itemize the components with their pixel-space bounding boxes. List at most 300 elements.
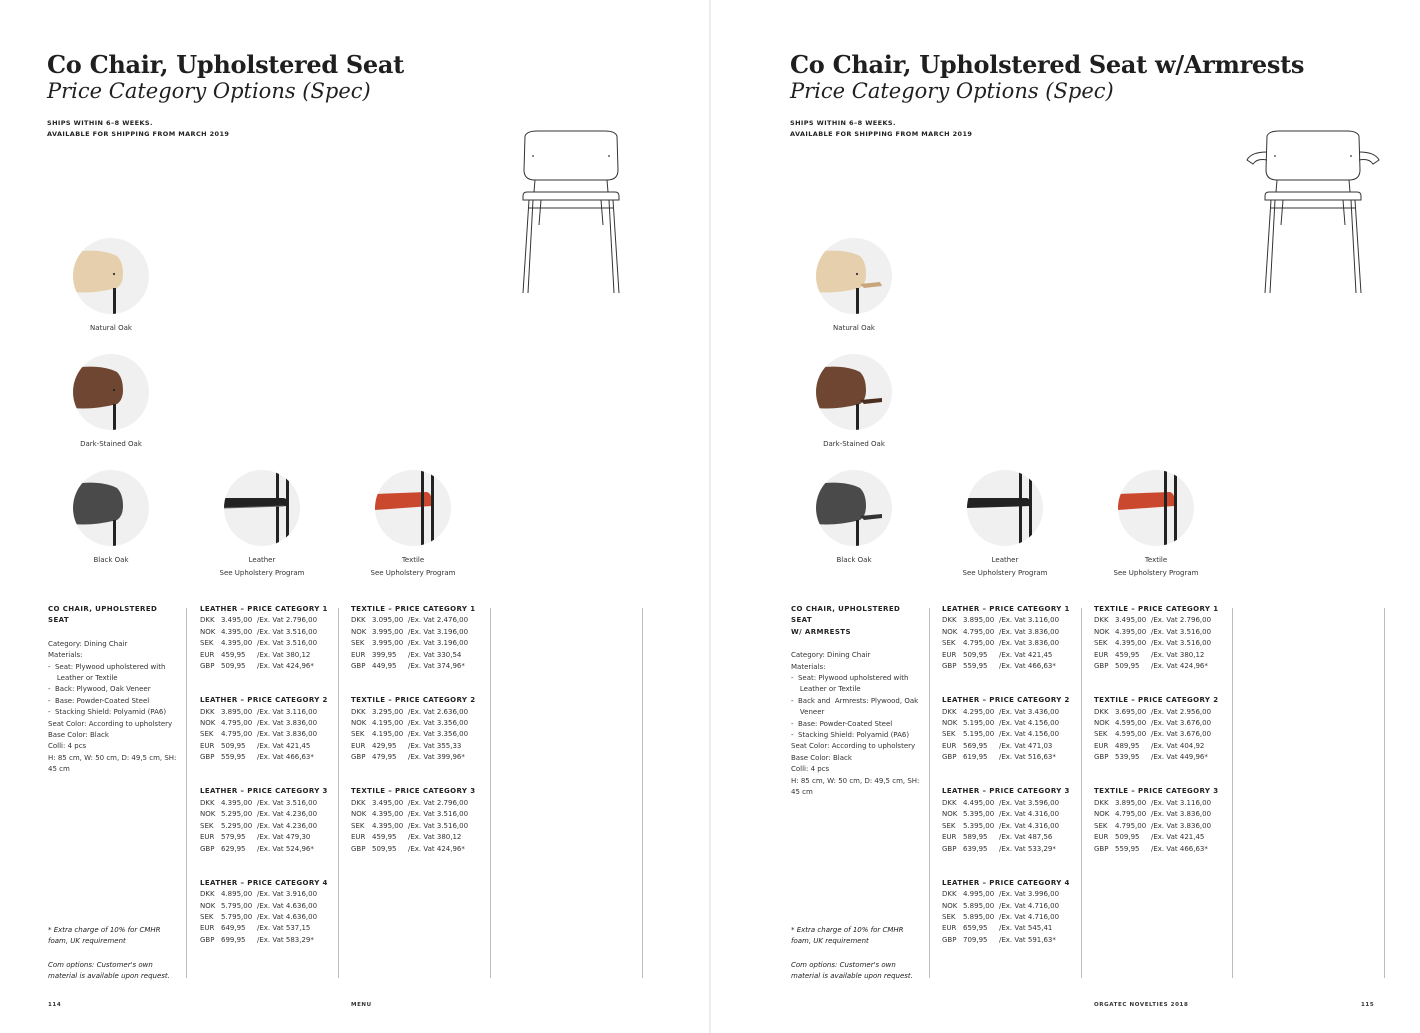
swatch-circle bbox=[73, 470, 149, 546]
price-value: 3.895,00 bbox=[221, 707, 253, 716]
ex-vat-price: /Ex. Vat 3.116,00 bbox=[1151, 798, 1212, 807]
price-row bbox=[200, 912, 328, 923]
price-row bbox=[200, 901, 328, 912]
currency-code: NOK bbox=[1094, 810, 1110, 819]
price-category-heading: LEATHER – PRICE CATEGORY 3 bbox=[200, 787, 328, 796]
currency-code: EUR bbox=[942, 833, 957, 842]
price-row bbox=[942, 798, 1070, 809]
swatch-circle bbox=[816, 470, 892, 546]
ex-vat-price: /Ex. Vat 3.836,00 bbox=[257, 719, 318, 728]
price-category-heading: LEATHER – PRICE CATEGORY 3 bbox=[942, 787, 1070, 796]
price-row bbox=[351, 798, 475, 809]
price-row bbox=[200, 650, 328, 661]
price-value: 4.895,00 bbox=[221, 890, 253, 899]
currency-code: GBP bbox=[942, 662, 957, 671]
price-row bbox=[1094, 638, 1218, 649]
swatch-black-oak bbox=[779, 470, 929, 567]
price-value: 629,95 bbox=[221, 844, 246, 853]
spec-heading: W/ ARMRESTS bbox=[791, 627, 851, 636]
currency-code: SEK bbox=[200, 639, 214, 648]
price-row bbox=[200, 809, 328, 820]
price-value: 509,95 bbox=[1115, 833, 1140, 842]
ex-vat-price: /Ex. Vat 3.676,00 bbox=[1151, 730, 1212, 739]
currency-code: NOK bbox=[942, 627, 958, 636]
currency-code: GBP bbox=[351, 753, 366, 762]
swatch-label bbox=[930, 554, 1080, 579]
footnote-line: * Extra charge of 10% for CMHR bbox=[791, 926, 904, 934]
ex-vat-price: /Ex. Vat 4.316,00 bbox=[999, 810, 1060, 819]
column-divider bbox=[642, 608, 643, 978]
currency-code: EUR bbox=[200, 650, 215, 659]
footer-section: ORGATEC NOVELTIES 2018 bbox=[1094, 1002, 1189, 1008]
ex-vat-price: /Ex. Vat 533,29* bbox=[999, 844, 1056, 853]
price-row bbox=[200, 798, 328, 809]
spec-line: Colli: 4 pcs bbox=[791, 765, 830, 774]
spec-column bbox=[48, 604, 180, 776]
spec-line: Category: Dining Chair bbox=[791, 651, 871, 660]
price-row bbox=[200, 707, 328, 718]
ex-vat-price: /Ex. Vat 4.156,00 bbox=[999, 719, 1060, 728]
spec-lines bbox=[791, 650, 923, 798]
price-value: 619,95 bbox=[963, 753, 988, 762]
swatch-textile bbox=[338, 470, 488, 579]
leather-seat-image bbox=[224, 470, 300, 546]
currency-code: SEK bbox=[942, 639, 956, 648]
ex-vat-price: /Ex. Vat 424,96* bbox=[408, 844, 465, 853]
currency-code: EUR bbox=[200, 833, 215, 842]
currency-code: DKK bbox=[942, 707, 957, 716]
price-row bbox=[942, 844, 1070, 855]
spec-lines bbox=[48, 639, 180, 776]
price-row bbox=[1094, 832, 1218, 843]
price-value: 4.795,00 bbox=[1115, 810, 1147, 819]
swatch-natural-oak bbox=[36, 238, 186, 335]
price-row bbox=[942, 718, 1070, 729]
ex-vat-price: /Ex. Vat 524,96* bbox=[257, 844, 314, 853]
natural-oak-armrest-image bbox=[816, 238, 892, 314]
black-oak-back-image bbox=[73, 470, 149, 546]
ex-vat-price: /Ex. Vat 466,63* bbox=[999, 662, 1056, 671]
ex-vat-price: /Ex. Vat 3.836,00 bbox=[999, 639, 1060, 648]
price-value: 4.595,00 bbox=[1115, 719, 1147, 728]
currency-code: SEK bbox=[942, 912, 956, 921]
price-category-heading: LEATHER – PRICE CATEGORY 4 bbox=[942, 878, 1070, 887]
swatch-leather bbox=[187, 470, 337, 579]
currency-code: EUR bbox=[200, 741, 215, 750]
swatch-circle bbox=[73, 354, 149, 430]
price-category-heading: LEATHER – PRICE CATEGORY 1 bbox=[200, 605, 328, 613]
swatch-black-oak bbox=[36, 470, 186, 567]
ex-vat-price: /Ex. Vat 374,96* bbox=[408, 662, 465, 671]
price-row bbox=[1094, 809, 1218, 820]
currency-code: SEK bbox=[200, 730, 214, 739]
currency-code: DKK bbox=[200, 616, 215, 625]
currency-code: DKK bbox=[200, 890, 215, 899]
ex-vat-price: /Ex. Vat 3.996,00 bbox=[999, 890, 1060, 899]
swatch-label-main: Leather bbox=[991, 556, 1019, 564]
currency-code: EUR bbox=[1094, 833, 1109, 842]
price-value: 509,95 bbox=[1115, 662, 1140, 671]
currency-code: EUR bbox=[942, 650, 957, 659]
currency-code: GBP bbox=[200, 844, 215, 853]
footnote-line: * Extra charge of 10% for CMHR bbox=[48, 926, 161, 934]
ex-vat-price: /Ex. Vat 3.196,00 bbox=[408, 627, 469, 636]
price-row bbox=[942, 752, 1070, 763]
black-oak-armrest-image bbox=[816, 470, 892, 546]
price-row bbox=[942, 729, 1070, 740]
ex-vat-price: /Ex. Vat 449,96* bbox=[1151, 753, 1208, 762]
price-value: 559,95 bbox=[221, 753, 246, 762]
currency-code: EUR bbox=[942, 741, 957, 750]
page-number: 114 bbox=[48, 1002, 62, 1008]
currency-code: DKK bbox=[200, 798, 215, 807]
price-row bbox=[351, 638, 475, 649]
spec-line: - Seat: Plywood upholstered with bbox=[48, 662, 166, 671]
price-value: 459,95 bbox=[1115, 650, 1140, 659]
price-value: 3.895,00 bbox=[1115, 798, 1147, 807]
currency-code: DKK bbox=[200, 707, 215, 716]
currency-code: DKK bbox=[1094, 616, 1109, 625]
price-row bbox=[200, 935, 328, 946]
dark-oak-back-image bbox=[73, 354, 149, 430]
price-value: 5.395,00 bbox=[963, 810, 995, 819]
price-value: 429,95 bbox=[372, 741, 397, 750]
page-title: Co Chair, Upholstered Seat w/Armrests bbox=[790, 50, 1305, 79]
price-row bbox=[942, 935, 1070, 946]
price-row bbox=[1094, 627, 1218, 638]
price-row bbox=[200, 661, 328, 672]
availability-note: AVAILABLE FOR SHIPPING FROM MARCH 2019 bbox=[790, 130, 973, 138]
price-value: 459,95 bbox=[221, 650, 246, 659]
swatch-circle bbox=[375, 470, 451, 546]
price-value: 649,95 bbox=[221, 924, 246, 933]
ex-vat-price: /Ex. Vat 3.596,00 bbox=[999, 798, 1060, 807]
price-row bbox=[942, 889, 1070, 900]
price-row bbox=[942, 615, 1070, 626]
swatch-circle bbox=[1118, 470, 1194, 546]
price-value: 449,95 bbox=[372, 662, 397, 671]
footnote bbox=[791, 925, 913, 983]
price-value: 589,95 bbox=[963, 833, 988, 842]
footnote-line: material is available upon request. bbox=[48, 972, 170, 981]
spec-line: - Back and Armrests: Plywood, Oak bbox=[791, 696, 919, 705]
price-category-heading: TEXTILE – PRICE CATEGORY 1 bbox=[351, 605, 476, 613]
price-category-heading: LEATHER – PRICE CATEGORY 2 bbox=[200, 696, 328, 705]
ex-vat-price: /Ex. Vat 3.196,00 bbox=[408, 639, 469, 648]
price-row bbox=[1094, 752, 1218, 763]
price-row bbox=[1094, 844, 1218, 855]
price-row bbox=[200, 821, 328, 832]
swatch-natural-oak bbox=[779, 238, 929, 335]
ex-vat-price: /Ex. Vat 3.116,00 bbox=[999, 616, 1060, 625]
price-category-heading: TEXTILE – PRICE CATEGORY 3 bbox=[1094, 787, 1219, 796]
spec-line: - Stacking Shield: Polyamid (PA6) bbox=[48, 708, 167, 717]
price-value: 4.195,00 bbox=[372, 730, 404, 739]
footnote-line: foam, UK requirement bbox=[48, 937, 126, 946]
ex-vat-price: /Ex. Vat 3.516,00 bbox=[257, 798, 318, 807]
currency-code: DKK bbox=[351, 707, 366, 716]
ex-vat-price: /Ex. Vat 3.516,00 bbox=[1151, 639, 1212, 648]
price-value: 479,95 bbox=[372, 753, 397, 762]
price-row bbox=[1094, 650, 1218, 661]
ex-vat-price: /Ex. Vat 380,12 bbox=[257, 650, 311, 659]
price-value: 5.895,00 bbox=[963, 912, 995, 921]
ex-vat-price: /Ex. Vat 2.476,00 bbox=[408, 616, 469, 625]
price-row bbox=[1094, 661, 1218, 672]
currency-code: NOK bbox=[1094, 627, 1110, 636]
right-page bbox=[711, 0, 1420, 1033]
swatch-dark-stained-oak bbox=[779, 354, 929, 451]
price-row bbox=[200, 718, 328, 729]
swatch-label: Natural Oak bbox=[833, 324, 875, 332]
price-value: 4.395,00 bbox=[372, 810, 404, 819]
currency-code: GBP bbox=[351, 662, 366, 671]
price-value: 4.795,00 bbox=[221, 719, 253, 728]
swatch-label-main: Textile bbox=[401, 556, 425, 564]
textile-price-column bbox=[1094, 604, 1218, 855]
currency-code: EUR bbox=[1094, 650, 1109, 659]
spec-line: Seat Color: According to upholstery bbox=[48, 719, 173, 728]
spec-line: 45 cm bbox=[791, 788, 813, 797]
spec-line: Leather or Textile bbox=[48, 674, 118, 683]
currency-code: NOK bbox=[1094, 719, 1110, 728]
currency-code: NOK bbox=[200, 901, 216, 910]
currency-code: DKK bbox=[351, 798, 366, 807]
price-row bbox=[351, 741, 475, 752]
ex-vat-price: /Ex. Vat 380,12 bbox=[408, 833, 462, 842]
spec-heading: CO CHAIR, UPHOLSTERED SEAT bbox=[791, 605, 901, 625]
price-row bbox=[200, 627, 328, 638]
ex-vat-price: /Ex. Vat 4.716,00 bbox=[999, 901, 1060, 910]
spec-column bbox=[791, 604, 923, 799]
ex-vat-price: /Ex. Vat 3.836,00 bbox=[999, 627, 1060, 636]
price-row bbox=[942, 650, 1070, 661]
swatch-textile bbox=[1081, 470, 1231, 579]
price-value: 3.695,00 bbox=[1115, 707, 1147, 716]
currency-code: SEK bbox=[351, 821, 365, 830]
spec-line: Materials: bbox=[48, 651, 83, 660]
ex-vat-price: /Ex. Vat 3.516,00 bbox=[408, 810, 469, 819]
price-value: 559,95 bbox=[963, 662, 988, 671]
price-row bbox=[942, 821, 1070, 832]
ex-vat-price: /Ex. Vat 424,96* bbox=[1151, 662, 1208, 671]
spec-line: - Stacking Shield: Polyamid (PA6) bbox=[791, 731, 910, 740]
currency-code: GBP bbox=[351, 844, 366, 853]
price-row bbox=[942, 901, 1070, 912]
column-divider bbox=[490, 608, 491, 978]
ex-vat-price: /Ex. Vat 3.916,00 bbox=[257, 890, 318, 899]
price-value: 559,95 bbox=[1115, 844, 1140, 853]
price-row bbox=[942, 923, 1070, 934]
ex-vat-price: /Ex. Vat 3.356,00 bbox=[408, 730, 469, 739]
ex-vat-price: /Ex. Vat 583,29* bbox=[257, 935, 314, 944]
currency-code: SEK bbox=[200, 821, 214, 830]
ex-vat-price: /Ex. Vat 421,45 bbox=[1151, 833, 1205, 842]
ex-vat-price: /Ex. Vat 3.436,00 bbox=[999, 707, 1060, 716]
spec-line: - Seat: Plywood upholstered with bbox=[791, 674, 909, 683]
currency-code: GBP bbox=[200, 935, 215, 944]
footnote-line: foam, UK requirement bbox=[791, 937, 869, 946]
swatch-leather bbox=[930, 470, 1080, 579]
price-row bbox=[942, 809, 1070, 820]
currency-code: NOK bbox=[200, 627, 216, 636]
swatch-circle bbox=[224, 470, 300, 546]
swatch-circle bbox=[816, 238, 892, 314]
page-subtitle: Price Category Options (Spec) bbox=[47, 79, 371, 103]
spec-line: Category: Dining Chair bbox=[48, 639, 128, 648]
currency-code: SEK bbox=[942, 730, 956, 739]
ex-vat-price: /Ex. Vat 355,33 bbox=[408, 741, 462, 750]
price-value: 3.895,00 bbox=[963, 616, 995, 625]
price-row bbox=[200, 889, 328, 900]
spec-line: - Back: Plywood, Oak Veneer bbox=[48, 685, 151, 694]
ex-vat-price: /Ex. Vat 516,63* bbox=[999, 753, 1056, 762]
ex-vat-price: /Ex. Vat 487,56 bbox=[999, 833, 1053, 842]
ex-vat-price: /Ex. Vat 537,15 bbox=[257, 924, 311, 933]
currency-code: SEK bbox=[1094, 639, 1108, 648]
price-value: 5.195,00 bbox=[963, 719, 995, 728]
price-value: 509,95 bbox=[963, 650, 988, 659]
leather-price-column bbox=[200, 604, 328, 946]
price-value: 5.795,00 bbox=[221, 912, 253, 921]
price-row bbox=[351, 661, 475, 672]
price-row bbox=[351, 615, 475, 626]
price-category-heading: TEXTILE – PRICE CATEGORY 1 bbox=[1094, 605, 1219, 613]
price-value: 4.795,00 bbox=[963, 639, 995, 648]
currency-code: GBP bbox=[1094, 662, 1109, 671]
ex-vat-price: /Ex. Vat 3.516,00 bbox=[408, 821, 469, 830]
ex-vat-price: /Ex. Vat 4.236,00 bbox=[257, 810, 318, 819]
ex-vat-price: /Ex. Vat 424,96* bbox=[257, 662, 314, 671]
price-value: 509,95 bbox=[372, 844, 397, 853]
price-row bbox=[1094, 729, 1218, 740]
price-row bbox=[200, 752, 328, 763]
swatch-label: Dark-Stained Oak bbox=[823, 440, 885, 448]
currency-code: NOK bbox=[942, 901, 958, 910]
price-category-heading: LEATHER – PRICE CATEGORY 1 bbox=[942, 605, 1070, 613]
price-value: 5.195,00 bbox=[963, 730, 995, 739]
price-value: 4.295,00 bbox=[963, 707, 995, 716]
textile-seat-image bbox=[375, 470, 451, 546]
spec-line: - Base: Powder-Coated Steel bbox=[791, 719, 893, 728]
footnote-line: Com options: Customer's own bbox=[48, 960, 153, 969]
spec-line: H: 85 cm, W: 50 cm, D: 49,5 cm, SH: bbox=[48, 753, 177, 762]
ex-vat-price: /Ex. Vat 2.796,00 bbox=[408, 798, 469, 807]
price-value: 4.195,00 bbox=[372, 719, 404, 728]
column-divider bbox=[929, 608, 930, 978]
page-title: Co Chair, Upholstered Seat bbox=[47, 50, 404, 79]
currency-code: EUR bbox=[1094, 741, 1109, 750]
price-row bbox=[351, 844, 475, 855]
price-value: 4.395,00 bbox=[221, 639, 253, 648]
left-page bbox=[0, 0, 709, 1033]
swatch-label-sub: See Upholstery Program bbox=[962, 568, 1048, 577]
price-row bbox=[942, 707, 1070, 718]
price-category-heading: TEXTILE – PRICE CATEGORY 2 bbox=[1094, 696, 1219, 705]
column-divider bbox=[338, 608, 339, 978]
price-row bbox=[942, 832, 1070, 843]
swatch-label bbox=[338, 554, 488, 579]
ex-vat-price: /Ex. Vat 2.636,00 bbox=[408, 707, 469, 716]
leather-price-column bbox=[942, 604, 1070, 946]
price-value: 5.795,00 bbox=[221, 901, 253, 910]
currency-code: GBP bbox=[1094, 753, 1109, 762]
price-value: 4.395,00 bbox=[1115, 627, 1147, 636]
price-value: 3.995,00 bbox=[372, 627, 404, 636]
ex-vat-price: /Ex. Vat 3.516,00 bbox=[1151, 627, 1212, 636]
spec-line: - Base: Powder-Coated Steel bbox=[48, 696, 150, 705]
price-value: 4.395,00 bbox=[372, 821, 404, 830]
price-value: 3.095,00 bbox=[372, 616, 404, 625]
price-row bbox=[1094, 707, 1218, 718]
price-category-heading: TEXTILE – PRICE CATEGORY 3 bbox=[351, 787, 476, 796]
ex-vat-price: /Ex. Vat 479,30 bbox=[257, 833, 311, 842]
currency-code: EUR bbox=[351, 833, 366, 842]
column-divider bbox=[1384, 608, 1385, 978]
price-value: 3.495,00 bbox=[1115, 616, 1147, 625]
price-value: 709,95 bbox=[963, 935, 988, 944]
price-category-heading: LEATHER – PRICE CATEGORY 4 bbox=[200, 878, 328, 887]
swatch-label: Natural Oak bbox=[90, 324, 132, 332]
price-value: 539,95 bbox=[1115, 753, 1140, 762]
ex-vat-price: /Ex. Vat 466,63* bbox=[257, 753, 314, 762]
price-value: 4.995,00 bbox=[963, 890, 995, 899]
price-row bbox=[200, 844, 328, 855]
currency-code: DKK bbox=[1094, 707, 1109, 716]
armchair-line-drawing bbox=[1243, 130, 1383, 298]
textile-price-column bbox=[351, 604, 475, 855]
spec-line: Materials: bbox=[791, 662, 826, 671]
spec-line: Seat Color: According to upholstery bbox=[791, 742, 916, 751]
currency-code: EUR bbox=[200, 924, 215, 933]
price-category-heading: TEXTILE – PRICE CATEGORY 2 bbox=[351, 696, 476, 705]
swatch-label-sub: See Upholstery Program bbox=[370, 568, 456, 577]
price-row bbox=[1094, 821, 1218, 832]
ex-vat-price: /Ex. Vat 3.836,00 bbox=[1151, 810, 1212, 819]
currency-code: NOK bbox=[942, 810, 958, 819]
column-divider bbox=[1081, 608, 1082, 978]
price-value: 5.295,00 bbox=[221, 810, 253, 819]
price-row bbox=[200, 923, 328, 934]
swatch-label-main: Leather bbox=[248, 556, 276, 564]
footnote-line: Com options: Customer's own bbox=[791, 960, 896, 969]
currency-code: SEK bbox=[1094, 730, 1108, 739]
spec-line: H: 85 cm, W: 50 cm, D: 49,5 cm, SH: bbox=[791, 776, 920, 785]
ex-vat-price: /Ex. Vat 4.636,00 bbox=[257, 912, 318, 921]
ex-vat-price: /Ex. Vat 3.516,00 bbox=[257, 627, 318, 636]
ex-vat-price: /Ex. Vat 3.356,00 bbox=[408, 719, 469, 728]
currency-code: NOK bbox=[351, 627, 367, 636]
price-row bbox=[351, 832, 475, 843]
price-row bbox=[942, 627, 1070, 638]
price-row bbox=[351, 752, 475, 763]
ex-vat-price: /Ex. Vat 421,45 bbox=[257, 741, 311, 750]
spec-line: Veneer bbox=[791, 708, 825, 717]
price-value: 5.395,00 bbox=[963, 821, 995, 830]
price-value: 569,95 bbox=[963, 741, 988, 750]
swatch-label bbox=[1081, 554, 1231, 579]
price-value: 4.595,00 bbox=[1115, 730, 1147, 739]
spec-line: Colli: 4 pcs bbox=[48, 742, 87, 751]
currency-code: DKK bbox=[942, 890, 957, 899]
price-row bbox=[942, 638, 1070, 649]
price-row bbox=[351, 718, 475, 729]
ex-vat-price: /Ex. Vat 466,63* bbox=[1151, 844, 1208, 853]
currency-code: NOK bbox=[942, 719, 958, 728]
ex-vat-price: /Ex. Vat 404,92 bbox=[1151, 741, 1205, 750]
ex-vat-price: /Ex. Vat 4.716,00 bbox=[999, 912, 1060, 921]
textile-seat-image bbox=[1118, 470, 1194, 546]
